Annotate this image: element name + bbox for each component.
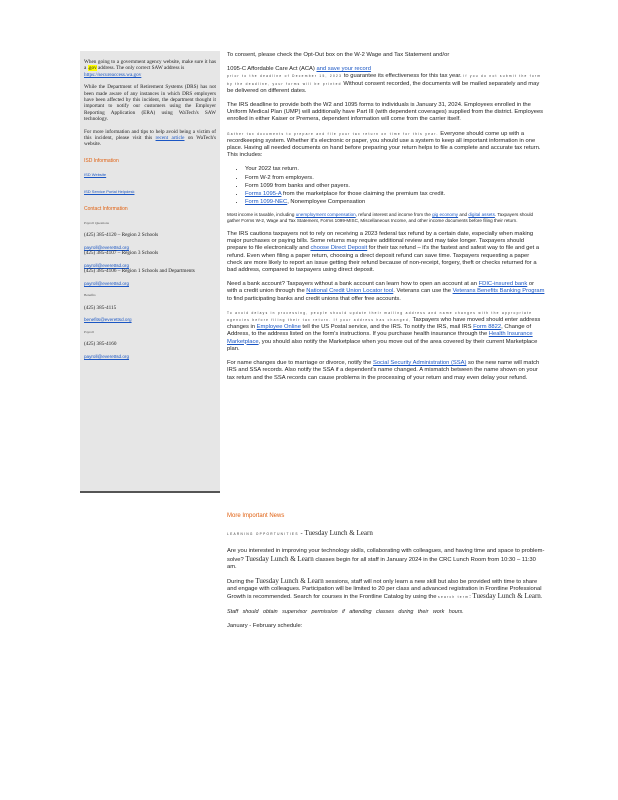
form-8822-link[interactable]: Form 8822 [473,324,502,331]
recent-article-link[interactable]: recent article [155,135,185,142]
main-paragraph-9: For name changes due to marriage or divorce, notify the Social Security Administration (SSA) so the new name will match IRS and SSA records. Also notify the SSA if a dependent's name changed. A mismatch between the name shown on your tax return and the SSA records can cause problems in the processing of your return and may even delay your refund. [227,360,540,381]
contact-label: Payroll [84,329,95,334]
isd-helpdesk-link[interactable]: ISD Service Portal Helpdesk [84,188,135,194]
isd-info-heading: ISD Information [84,157,119,164]
main-paragraph-6: The IRS cautions taxpayers not to rely on receiving a 2023 federal tax refund by a certain date, especially when making major purchases or paying bills. Some returns may require additional review and may take longer. Taxpayers should prepare to file electronically and choose Direct Deposit for their tax refund – it's the fastest and safest way to file and get a refund. Even when filing a paper return, choosing a direct deposit refund can save time. Taxpayers requesting a paper check are more likely to report an issue getting their refund because of non-receipt, forgery, theft or checks returned for a bad address, compared to taxpayers using direct deposit. [227,231,540,274]
main-paragraph-5: Most income is taxable, including unemployment compensation, refund interest and income from the gig economy and digital assets. Taxpayers should gather Forms W-2, Wage and Tax Statement, Forms 1099-MISC, Miscellaneous Income, and other income documents before filing their return. [227,212,534,224]
contact-email-link[interactable]: payroll@everettsd.org [84,262,130,268]
main-paragraph-8: To avoid delays in processing, people should update their mailing address and name changes with the appropriate agencies before filing their tax return. If your address has changed, Taxpayers who have moved should enter address changes in Employee Online tell the US Postal service, and the IRS. To notify the IRS, mail IRS Form 8822, Change of Address, to the address listed on the form's instructions. If you purchase health insurance through the Health Insurance Marketplace, you should also notify the Marketplace when you move out of the area covered by their current Marketplace plan. [227,310,541,352]
contact-info-heading: Contact Information [84,205,128,212]
ssa-link[interactable]: Social Security Administration (SSA) [372,360,467,367]
news-section [227,513,545,637]
isd-website-link[interactable]: ISD Website [84,171,107,177]
sidebar-paragraph-2: While the Department of Retirement Systems (DRS) has not been made aware of any instances in which DRS employers have been affected by this incident, the department thought it important to notify our customers using the Employer Reporting Application (ERA) using WaTech's SAW technology. [84,84,216,123]
main-content [227,52,545,389]
gov-highlight: .gov [87,65,97,72]
sidebar-paragraph-3: For more information and tips to help avoid being a victim of this incident, please visit this recent article on WaTech's website. [84,128,216,148]
list-item: • Form 1099-NEC, Nonemployee Compensation [245,199,545,206]
form-1095a-link[interactable]: Forms 1095-A [245,191,282,198]
news-paragraph-2: During the Tuesday Lunch & Learn sessions, staff will not only learn a new skill but also be provided with time to share and engage with colleagues. Participation will be limited to 20 per class and advanced registration in Frontline Professional Growth is recommended. Search for courses in the Frontline Catalog by using the search term: Tuesday Lunch & Learn. [227,577,543,601]
sidebar [80,51,220,493]
news-subheading: LEARNING OPPORTUNITIES - Tuesday Lunch & Learn [227,529,373,538]
main-paragraph-7: Need a bank account? Taxpayers without a bank account can learn how to open an account at an FDIC-insured bank or with a credit union through the National Credit Union Locator tool. Veterans can use the Veterans Benefits Banking Program to find participating banks and credit unions that offer free accounts. [227,281,545,302]
contact-label: Benefits [84,293,96,298]
contact-phone: (425) 385-4115 [84,304,117,311]
contact-phone: (425) 385-4120 – Region 2 Schools [84,232,159,239]
news-paragraph-4: January - February schedule: [227,622,303,629]
contact-email-link[interactable]: payroll@everettsd.org [84,280,130,286]
employee-online-link[interactable]: Employee Online [256,324,301,331]
main-paragraph-4: Gather tax documents to prepare and file your tax return on time for this year. Everyone should come up with a recordkeeping system. Whether it's electronic or paper, you should use a system to keep all important information in one place. Having all needed documents on hand before preparing your return helps to file a complete and accurate tax return. This includes: [227,130,541,159]
contact-email-link[interactable]: payroll@everettsd.org [84,353,130,359]
list-item: • Form 1099 from banks and other payers. [245,183,545,190]
contact-phone: (425) 385-4107 – Region 3 Schools [84,250,159,257]
unemployment-link[interactable]: unemployment compensation [295,212,356,218]
main-paragraph-1: To consent, please check the Opt-Out box on the W-2 Wage and Tax Statement and/or [227,52,450,58]
health-marketplace-link[interactable]: Health Insurance Marketplace [227,331,533,345]
direct-deposit-link[interactable]: choose Direct Deposit [310,245,368,252]
list-item: • Form W-2 from employers. [245,175,545,182]
contact-phone: (425) 385-4106 – Region 1 Schools and Departments [84,268,195,275]
main-paragraph-2: 1095-C Affordable Care Act (ACA) and save your record prior to the deadline of December 15, 2023 to guarantee its effectiveness for this tax year. If you do not submit the form by the deadline, your forms will be printed Without consent recorded, the documents will be mailed separately and may be delivered on different dates. [227,66,542,94]
save-record-link[interactable]: and save your record [316,66,371,73]
contact-email-link[interactable]: payroll@everettsd.org [84,244,130,250]
news-paragraph-1: Are you interested in improving your technology skills, collaborating with colleagues, and having time and space to problem-solve? Tuesday Lunch & Learn classes begin for all staff in January 2024 in the CRC Lunch Room from 10:30 – 11:30 am. [227,548,545,570]
tax-documents-list [227,166,545,206]
news-heading: More Important News [227,513,285,519]
fdic-link[interactable]: FDIC-insured bank [478,281,528,288]
list-item: • Forms 1095-A from the marketplace for those claiming the premium tax credit. [245,191,545,198]
form-1099nec-link[interactable]: Form 1099-NEC [245,199,288,206]
contact-phone: (425) 385-4160 [84,341,117,348]
list-item: • Your 2022 tax return. [245,166,545,173]
credit-union-locator-link[interactable]: National Credit Union Locator tool [306,288,394,295]
main-paragraph-3: The IRS deadline to provide both the W2 and 1095 forms to individuals is January 31, 2024. Employees enrolled in the Uniform Medical Plan (UMP) will additionally have Part III (with dependent coverages) supplied from the district. Employees enrolled in either Kaiser or Premera, dependent information will come from the carrier itself. [227,102,544,123]
sidebar-paragraph-1: When going to a government agency website, make sure it has a .gov address. The only correct SAW address is https://secureaccess.wa.gov [84,59,216,78]
veterans-banking-link[interactable]: Veterans Benefits Banking Program [452,288,545,295]
gig-economy-link[interactable]: gig economy [432,212,459,218]
news-paragraph-3: Staff should obtain supervisor permission if attending classes during their work hours. [227,608,464,615]
contact-email-link[interactable]: benefits@everettsd.org [84,317,132,323]
digital-assets-link[interactable]: digital assets [468,212,495,218]
saw-link[interactable]: https://secureaccess.wa.gov [84,71,142,78]
contact-label: Payroll Questions [84,220,109,225]
